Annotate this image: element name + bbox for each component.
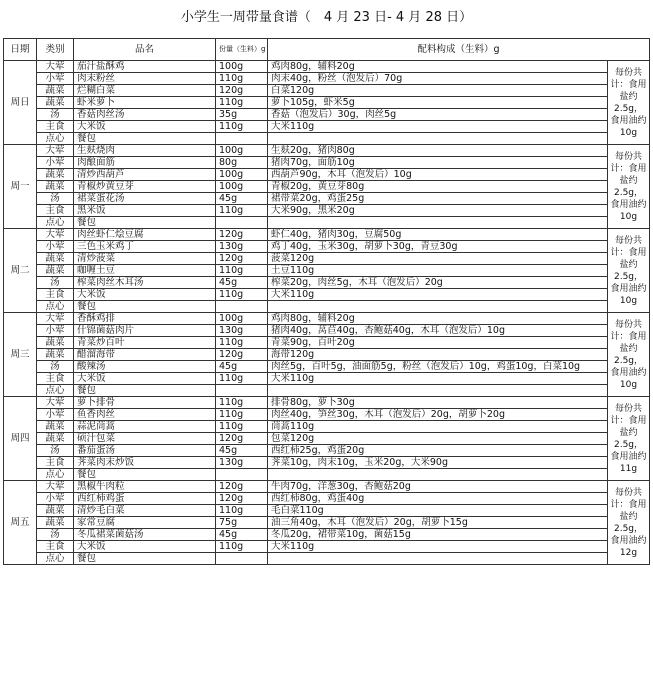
table-row [4,505,650,517]
table-row [4,373,650,385]
qty-cell: 130g [216,325,268,337]
ingredients-cell: 大米110g [268,289,608,301]
category-cell: 大荤 [37,61,74,73]
category-cell: 点心 [37,469,74,481]
category-cell: 主食 [37,373,74,385]
dish-name-cell: 三色玉米鸡丁 [74,241,216,253]
ingredients-cell: 榨菜20g，肉丝5g，木耳（泡发后）20g [268,277,608,289]
qty-cell: 45g [216,193,268,205]
table-row [4,241,650,253]
table-row [4,445,650,457]
category-cell: 汤 [37,109,74,121]
menu-sheet [3,38,649,565]
dish-name-cell: 咖喱土豆 [74,265,216,277]
ingredients-cell: 虾仁40g，猪肉30g，豆腐50g [268,229,608,241]
table-row [4,313,650,325]
qty-cell: 130g [216,457,268,469]
dish-name-cell: 冬瓜裙菜菌菇汤 [74,529,216,541]
ingredients-cell: 鸡肉80g，辅料20g [268,313,608,325]
qty-cell: 80g [216,157,268,169]
ingredients-cell: 鸡肉80g，辅料20g [268,61,608,73]
header-qty: 份量（生料）g [216,39,268,61]
table-row [4,409,650,421]
dish-name-cell: 酸辣汤 [74,361,216,373]
category-cell: 大荤 [37,229,74,241]
qty-cell: 45g [216,361,268,373]
dish-name-cell: 虾米萝卜 [74,97,216,109]
ingredients-cell: 大米90g，黑米20g [268,205,608,217]
category-cell: 主食 [37,121,74,133]
category-cell: 主食 [37,457,74,469]
qty-cell: 120g [216,253,268,265]
day-note-cell: 每份共计：食用盐约2.5g，食用油约10g [608,313,650,397]
table-row [4,229,650,241]
dish-name-cell: 餐包 [74,385,216,397]
table-row [4,133,650,145]
qty-cell: 100g [216,169,268,181]
dish-name-cell: 大米饭 [74,289,216,301]
dish-name-cell: 番茄蛋汤 [74,445,216,457]
header-row [4,39,650,61]
category-cell: 大荤 [37,145,74,157]
dish-name-cell: 黑椒牛肉粒 [74,481,216,493]
table-row [4,493,650,505]
qty-cell: 110g [216,397,268,409]
qty-cell: 100g [216,145,268,157]
table-row [4,385,650,397]
dish-name-cell: 醋溜海带 [74,349,216,361]
dish-name-cell: 硕汁包菜 [74,433,216,445]
dish-name-cell: 餐包 [74,301,216,313]
category-cell: 蔬菜 [37,85,74,97]
day-note-cell: 每份共计：食用盐约2.5g，食用油约11g [608,397,650,481]
category-cell: 蔬菜 [37,505,74,517]
ingredients-cell: 肉丝5g，百叶5g，油面筋5g，粉丝（泡发后）10g，鸡蛋10g，白菜10g [268,361,608,373]
ingredients-cell [268,217,608,229]
category-cell: 汤 [37,193,74,205]
table-row [4,217,650,229]
qty-cell: 120g [216,85,268,97]
dish-name-cell: 餐包 [74,553,216,565]
table-row [4,517,650,529]
page-title: 小学生一周带量食谱（ 4 月 23 日- 4 月 28 日） [180,10,473,25]
category-cell: 汤 [37,445,74,457]
category-cell: 小荤 [37,73,74,85]
qty-cell: 110g [216,505,268,517]
table-row [4,253,650,265]
ingredients-cell [268,133,608,145]
dish-name-cell: 大米饭 [74,373,216,385]
ingredients-cell: 青椒20g，黄豆芽80g [268,181,608,193]
dish-name-cell: 萝卜排骨 [74,397,216,409]
category-cell: 蔬菜 [37,337,74,349]
day-cell: 周三 [4,313,37,397]
day-cell: 周日 [4,61,37,145]
category-cell: 小荤 [37,241,74,253]
day-note-cell: 每份共计：食用盐约2.5g，食用油约10g [608,145,650,229]
dish-name-cell: 肉酿面筋 [74,157,216,169]
dish-name-cell: 家常豆腐 [74,517,216,529]
table-row [4,109,650,121]
category-cell: 蔬菜 [37,181,74,193]
qty-cell: 110g [216,265,268,277]
table-row [4,325,650,337]
ingredients-cell: 白菜120g [268,85,608,97]
category-cell: 点心 [37,385,74,397]
ingredients-cell [268,301,608,313]
ingredients-cell: 猪肉40g，莴苣40g，杏鲍菇40g，木耳（泡发后）10g [268,325,608,337]
ingredients-cell: 包菜120g [268,433,608,445]
qty-cell [216,133,268,145]
table-row [4,121,650,133]
ingredients-cell: 裙带菜20g，鸡蛋25g [268,193,608,205]
table-row [4,169,650,181]
table-row [4,349,650,361]
table-row [4,457,650,469]
table-row [4,193,650,205]
table-row [4,181,650,193]
dish-name-cell: 榨菜肉丝木耳汤 [74,277,216,289]
category-cell: 汤 [37,361,74,373]
qty-cell: 110g [216,541,268,553]
category-cell: 蔬菜 [37,265,74,277]
dish-name-cell: 香菇肉丝汤 [74,109,216,121]
category-cell: 小荤 [37,493,74,505]
table-row [4,61,650,73]
ingredients-cell: 茼蒿110g [268,421,608,433]
table-row [4,301,650,313]
qty-cell: 35g [216,109,268,121]
qty-cell: 75g [216,517,268,529]
qty-cell [216,301,268,313]
dish-name-cell: 什锦菌菇肉片 [74,325,216,337]
dish-name-cell: 青椒炒黄豆芽 [74,181,216,193]
ingredients-cell: 土豆110g [268,265,608,277]
ingredients-cell: 油三角40g，木耳（泡发后）20g，胡萝卜15g [268,517,608,529]
day-cell: 周四 [4,397,37,481]
ingredients-cell: 萝卜105g，虾米5g [268,97,608,109]
qty-cell: 110g [216,409,268,421]
ingredients-cell: 排骨80g，萝卜30g [268,397,608,409]
ingredients-cell: 肉末40g，粉丝（泡发后）70g [268,73,608,85]
ingredients-cell: 海带120g [268,349,608,361]
ingredients-cell [268,553,608,565]
dish-name-cell: 西红柿鸡蛋 [74,493,216,505]
qty-cell: 100g [216,181,268,193]
qty-cell: 120g [216,229,268,241]
dish-name-cell: 裙菜蛋花汤 [74,193,216,205]
header-name: 品名 [74,39,216,61]
qty-cell: 100g [216,313,268,325]
qty-cell: 130g [216,241,268,253]
ingredients-cell [268,469,608,481]
qty-cell: 120g [216,349,268,361]
category-cell: 小荤 [37,325,74,337]
qty-cell [216,217,268,229]
category-cell: 蔬菜 [37,517,74,529]
dish-name-cell: 荠菜肉末炒饭 [74,457,216,469]
day-cell: 周五 [4,481,37,565]
qty-cell: 45g [216,445,268,457]
table-row [4,289,650,301]
qty-cell: 110g [216,421,268,433]
category-cell: 蔬菜 [37,97,74,109]
day-cell: 周二 [4,229,37,313]
table-row [4,469,650,481]
ingredients-cell: 西红柿80g，鸡蛋40g [268,493,608,505]
ingredients-cell: 毛白菜110g [268,505,608,517]
day-note-cell: 每份共计：食用盐约2.5g，食用油约10g [608,229,650,313]
qty-cell [216,553,268,565]
dish-name-cell: 鱼香肉丝 [74,409,216,421]
category-cell: 大荤 [37,481,74,493]
table-row [4,481,650,493]
dish-name-cell: 肉末粉丝 [74,73,216,85]
table-row [4,73,650,85]
table-row [4,85,650,97]
dish-name-cell: 烂糊白菜 [74,85,216,97]
table-row [4,529,650,541]
category-cell: 蔬菜 [37,433,74,445]
ingredients-cell: 西红柿25g，鸡蛋20g [268,445,608,457]
qty-cell: 120g [216,493,268,505]
category-cell: 蔬菜 [37,253,74,265]
category-cell: 主食 [37,289,74,301]
ingredients-cell: 荠菜10g，肉末10g，玉米20g，大米90g [268,457,608,469]
ingredients-cell: 香菇（泡发后）30g，肉丝5g [268,109,608,121]
category-cell: 小荤 [37,409,74,421]
header-date: 日期 [4,39,37,61]
dish-name-cell: 餐包 [74,217,216,229]
ingredients-cell: 冬瓜20g，裙带菜10g，菌菇15g [268,529,608,541]
category-cell: 点心 [37,133,74,145]
category-cell: 点心 [37,553,74,565]
ingredients-cell: 青菜90g，百叶20g [268,337,608,349]
category-cell: 汤 [37,277,74,289]
table-row [4,277,650,289]
table-row [4,205,650,217]
ingredients-cell: 菠菜120g [268,253,608,265]
dish-name-cell: 香酥鸡排 [74,313,216,325]
qty-cell [216,469,268,481]
menu-body [4,61,650,565]
category-cell: 蔬菜 [37,421,74,433]
category-cell: 主食 [37,541,74,553]
table-row [4,145,650,157]
table-row [4,337,650,349]
dish-name-cell: 生麸烧肉 [74,145,216,157]
header-ingredients: 配料构成（生料）g [268,39,650,61]
category-cell: 大荤 [37,313,74,325]
category-cell: 点心 [37,301,74,313]
ingredients-cell: 猪肉70g，面筋10g [268,157,608,169]
qty-cell: 110g [216,373,268,385]
qty-cell: 110g [216,337,268,349]
dish-name-cell: 清炒毛白菜 [74,505,216,517]
category-cell: 蔬菜 [37,169,74,181]
table-row [4,157,650,169]
day-note-cell: 每份共计：食用盐约2.5g，食用油约12g [608,481,650,565]
dish-name-cell: 大米饭 [74,541,216,553]
day-cell: 周一 [4,145,37,229]
ingredients-cell: 大米110g [268,373,608,385]
ingredients-cell: 鸡丁40g，玉米30g，胡萝卜30g，青豆30g [268,241,608,253]
qty-cell: 120g [216,433,268,445]
dish-name-cell: 清炒菠菜 [74,253,216,265]
dish-name-cell: 大米饭 [74,121,216,133]
qty-cell: 110g [216,121,268,133]
table-row [4,397,650,409]
dish-name-cell: 清炒西葫芦 [74,169,216,181]
ingredients-cell: 牛肉70g，洋葱30g，杏鲍菇20g [268,481,608,493]
table-row [4,553,650,565]
table-row [4,265,650,277]
category-cell: 蔬菜 [37,349,74,361]
category-cell: 小荤 [37,157,74,169]
ingredients-cell: 大米110g [268,121,608,133]
table-row [4,433,650,445]
qty-cell: 110g [216,73,268,85]
ingredients-cell: 大米110g [268,541,608,553]
category-cell: 大荤 [37,397,74,409]
menu-table [3,38,650,565]
table-row [4,541,650,553]
dish-name-cell: 肉丝虾仁烩豆腐 [74,229,216,241]
dish-name-cell: 黑米饭 [74,205,216,217]
qty-cell [216,385,268,397]
dish-name-cell: 茄汁盐酥鸡 [74,61,216,73]
qty-cell: 110g [216,289,268,301]
qty-cell: 110g [216,205,268,217]
qty-cell: 120g [216,481,268,493]
dish-name-cell: 蒜泥茼蒿 [74,421,216,433]
table-row [4,361,650,373]
dish-name-cell: 餐包 [74,133,216,145]
ingredients-cell: 西葫芦90g，木耳（泡发后）10g [268,169,608,181]
qty-cell: 45g [216,529,268,541]
ingredients-cell [268,385,608,397]
day-note-cell: 每份共计：食用盐约2.5g，食用油约10g [608,61,650,145]
qty-cell: 110g [216,97,268,109]
qty-cell: 100g [216,61,268,73]
qty-cell: 45g [216,277,268,289]
category-cell: 点心 [37,217,74,229]
dish-name-cell: 餐包 [74,469,216,481]
dish-name-cell: 青菜炒百叶 [74,337,216,349]
category-cell: 主食 [37,205,74,217]
header-category: 类别 [37,39,74,61]
category-cell: 汤 [37,529,74,541]
ingredients-cell: 肉丝40g，笋丝30g，木耳（泡发后）20g，胡萝卜20g [268,409,608,421]
table-row [4,421,650,433]
ingredients-cell: 生麸20g，猪肉80g [268,145,608,157]
table-row [4,97,650,109]
